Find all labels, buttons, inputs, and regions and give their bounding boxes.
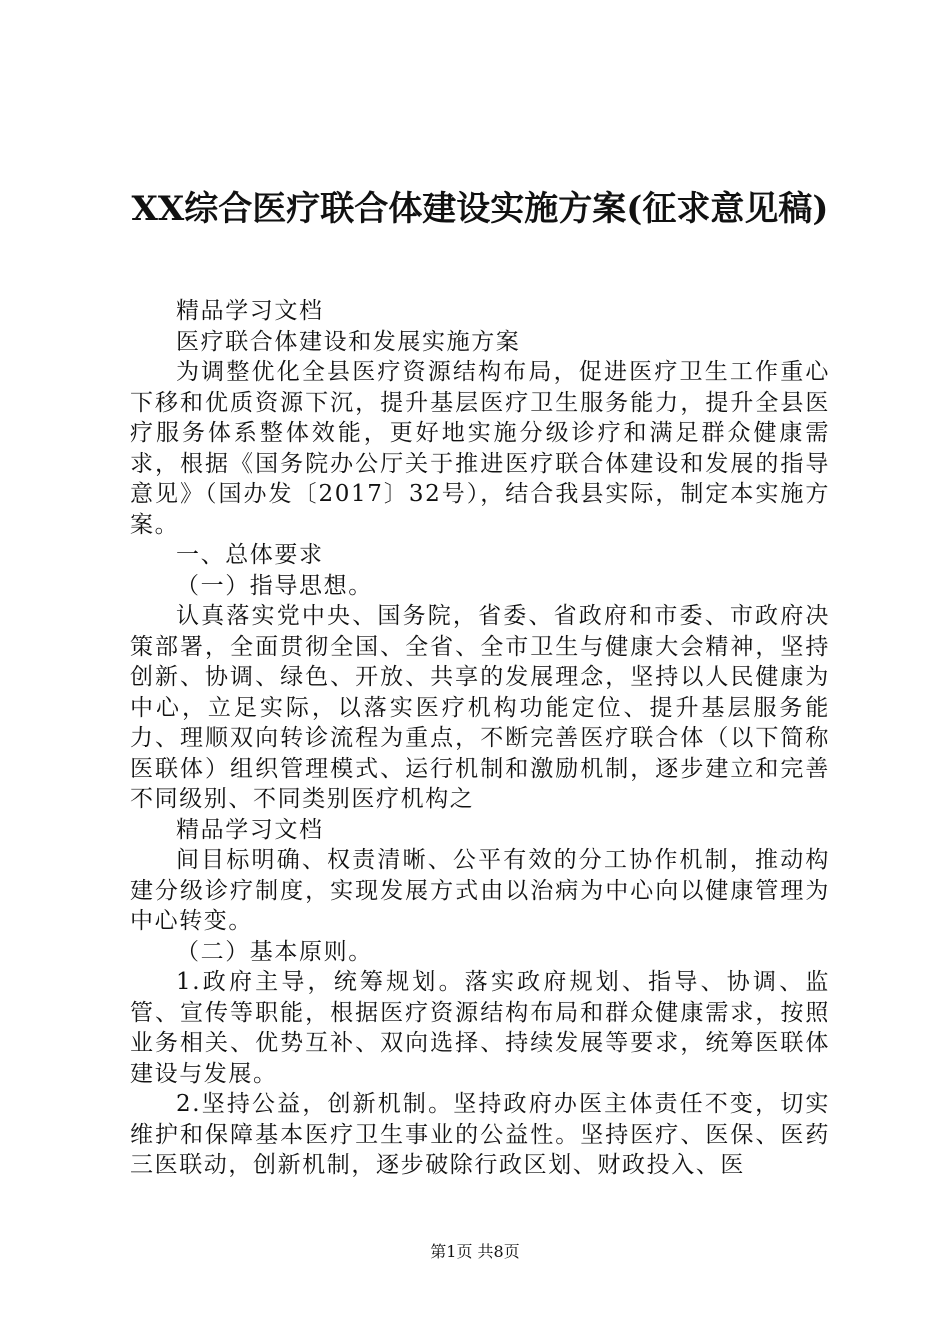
document-title: XX综合医疗联合体建设实施方案(征求意见稿) [131, 189, 829, 229]
paragraph-principle-1: 1.政府主导，统筹规划。落实政府规划、指导、协调、监管、宣传等职能，根据医疗资源结构布局和群众健康需求，按照业务相关、优势互补、双向选择、持续发展等要求，统筹医联体建设与发展。 [130, 969, 830, 1087]
document-body [130, 296, 830, 1181]
paragraph-guiding-thought: 认真落实党中央、国务院，省委、省政府和市委、市政府决策部署，全面贯彻全国、全省、全市卫生与健康大会精神，坚持创新、协调、绿色、开放、共享的发展理念，坚持以人民健康为中心，立足实际，以落实医疗机构功能定位、提升基层服务能力、理顺双向转诊流程为重点，不断完善医疗联合体（以下简称医联体）组织管理模式、运行机制和激励机制，逐步建立和完善不同级别、不同类别医疗机构之 [130, 603, 830, 812]
heading-subsection-2: （二）基本原则。 [176, 938, 373, 965]
paragraph-continuation: 间目标明确、权责清晰、公平有效的分工协作机制，推动构建分级诊疗制度，实现发展方式由以治病为中心向以健康管理为中心转变。 [130, 847, 830, 934]
heading-section-1: 一、总体要求 [176, 542, 324, 568]
paragraph-watermark-2: 精品学习文档 [176, 816, 324, 843]
heading-subsection-1: （一）指导思想。 [176, 572, 373, 599]
paragraph-intro: 为调整优化全县医疗资源结构布局，促进医疗卫生工作重心下移和优质资源下沉，提升基层医疗卫生服务能力，提升全县医疗服务体系整体效能，更好地实施分级诊疗和满足群众健康需求，根据《国务院办公厅关于推进医疗联合体建设和发展的指导意见》（国办发〔2017〕32号），结合我县实际，制定本实施方案。 [130, 359, 830, 538]
paragraph-watermark-1: 精品学习文档 [176, 298, 324, 324]
paragraph-subtitle: 医疗联合体建设和发展实施方案 [176, 328, 521, 355]
paragraph-principle-2: 2.坚持公益，创新机制。坚持政府办医主体责任不变，切实维护和保障基本医疗卫生事业的公益性。坚持医疗、医保、医药三医联动，创新机制，逐步破除行政区划、财政投入、医 [130, 1091, 830, 1178]
page-number-footer: 第1页 共8页 [430, 1242, 520, 1261]
